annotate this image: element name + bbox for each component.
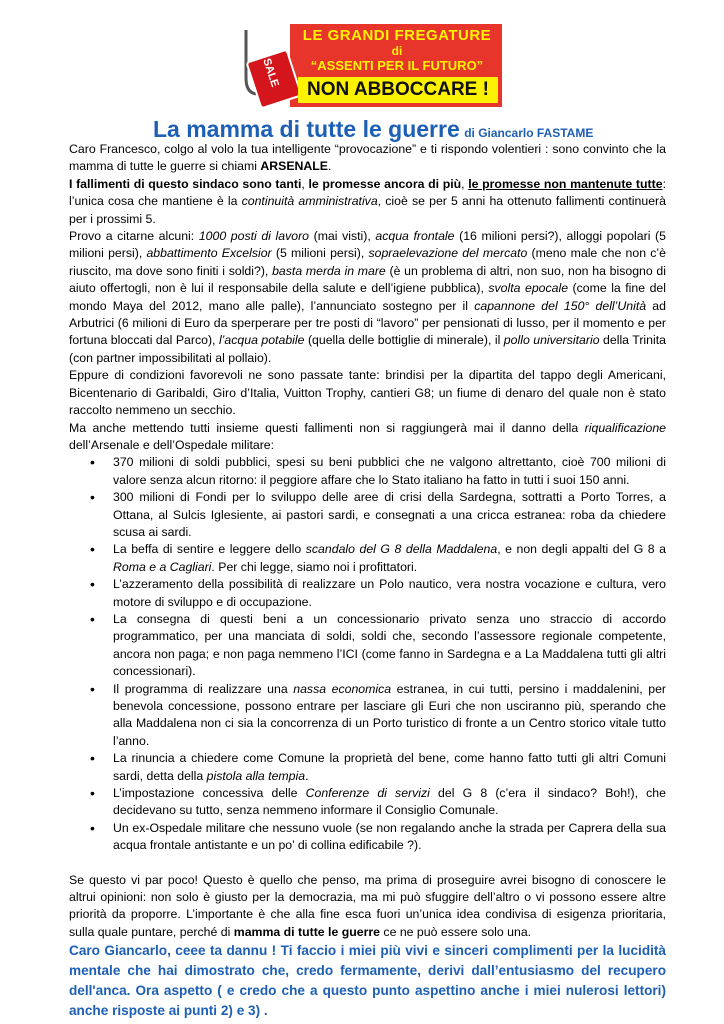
list-item: • 300 milioni di Fondi per lo sviluppo delle aree di crisi della Sardegna, sottratti a Porto Torres, a Ottana, al Sulcis Iglesiente, ai pastori sardi, e consegnati a una cricca estranea: roba da chiedere scusa ai sardi. bbox=[69, 489, 666, 541]
list-item: • Un ex-Ospedale militare che nessuno vuole (se non regalando anche la strada per Caprera della sua acqua frontale antistante e un po’ di collina edificabile ?). bbox=[69, 820, 666, 855]
page-title bbox=[153, 116, 593, 143]
editor-reply: Caro Giancarlo, ceee ta dannu ! Ti faccio i miei più vivi e sinceri complimenti per la lucidità mentale che hai dimostrato che, credo fermamente, derivi dall’entusiasmo del recupero dell'anca. Ora aspetto ( e credo che a questo punto aspettino anche i miei nulerosi lettori) anche risposte ai punti 2) e 3) . bbox=[69, 943, 666, 1019]
list-item: • La rinuncia a chiedere come Comune la proprietà del bene, come hanno fatto tutti gli altri Comuni sardi, detta della pistola alla tempia. bbox=[69, 750, 666, 785]
title-main: La mamma di tutte le guerre bbox=[153, 116, 460, 142]
title-byline: di Giancarlo FASTAME bbox=[464, 126, 594, 140]
paragraph-conclusion: Se questo vi par poco! Questo è quello che penso, ma prima di proseguire avrei bisogno di conoscere le altrui opinioni: non solo è giusto per la democrazia, ma mi può sfuggire dell’altro o vi possono essere altre priorità da proporre. L’importante è che alla fine esca fuori un’unica idea condivisa di esigenza prioritaria, sulla quale puntare, perché di mamma di tutte le guerre ce ne può essere solo una. bbox=[69, 872, 666, 939]
banner-line-4: NON ABBOCCARE ! bbox=[298, 77, 498, 103]
spacer bbox=[69, 855, 666, 872]
banner-line-1: LE GRANDI FREGATURE bbox=[302, 27, 492, 44]
banner-image bbox=[228, 24, 502, 107]
banner-line-3: “ASSENTI PER IL FUTURO” bbox=[310, 58, 484, 73]
paragraph-examples: Provo a citarne alcuni: 1000 posti di lavoro (mai visti), acqua frontale (16 milioni persi?), alloggi popolari (5 milioni persi), abbattimento Excelsior (5 milioni persi), sopraelevazione del mercato (meno male che non c’è riuscito, ma dove sono finiti i soldi?), basta merda in mare (è un problema di altri, non suo, non ha bisogno di aiuto offertogli, non è lui il responsabile della salute e dell’igiene pubblica), svolta epocale (come la fine del mondo Maya del 2012, mano alle palle), l’annunciato sostegno per il capannone del 150° dell’Unità ad Arbutrici (6 milioni di Euro da sperperare per tre posti di “lavoro” per pensionati di lusso, per il momento e per fortuna bloccati dal Parco), l’acqua potabile (quella delle bottiglie di minerale), il pollo universitario della Trinita (con partner impossibilitati al pollaio). bbox=[69, 229, 666, 365]
paragraph-arsenale: Ma anche mettendo tutti insieme questi fallimenti non si raggiungerà mai il danno della riqualificazione dell’Arsenale e dell’Ospedale militare: bbox=[69, 420, 666, 452]
list-item: • L’azzeramento della possibilità di realizzare un Polo nautico, vera nostra vocazione e cultura, vero motore di sviluppo e di occupazione. bbox=[69, 576, 666, 611]
list-item: • La beffa di sentire e leggere dello scandalo del G 8 della Maddalena, e non degli appalti del G 8 a Roma e a Cagliari. Per chi legge, siamo noi i profittatori. bbox=[69, 541, 666, 576]
list-item: • 370 milioni di soldi pubblici, spesi su beni pubblici che ne valgono altrettanto, cioè 700 milioni di valore senza alcun ritorno: il peggiore affare che lo Stato italiano ha fatto in tutti i suoi 150 anni. bbox=[69, 454, 666, 489]
article-body bbox=[69, 141, 666, 1021]
paragraph-intro: Caro Francesco, colgo al volo la tua intelligente “provocazione” e ti rispondo volentieri : sono convinto che la mamma di tutte le guerre si chiami ARSENALE. bbox=[69, 142, 666, 174]
list-item: • La consegna di questi beni a un concessionario privato senza uno straccio di accordo programmatico, per una manciata di soldi, soldi che, secondo l’assessore regionale competente, ancora non paga; e non paga nemmeno l’ICI (come fanno in Sardegna e a La Maddalena tutti gli altri concessionari). bbox=[69, 611, 666, 681]
paragraph-opportunities: Eppure di condizioni favorevoli ne sono passate tante: brindisi per la dipartita del tappo degli Americani, Bicentenario di Garibaldi, Giro d’Italia, Vuitton Trophy, cantieri G8; un fiume di denaro del quale non è stato raccolto nemmeno un secchio. bbox=[69, 368, 666, 418]
sale-tag-icon: SALE bbox=[245, 48, 302, 107]
list-item: • L’impostazione concessiva delle Conferenze di servizi del G 8 (c’era il sindaco? Boh!), che decidevano su tutto, senza nemmeno informare il Consiglio Comunale. bbox=[69, 785, 666, 820]
paragraph-failures: I fallimenti di questo sindaco sono tanti, le promesse ancora di più, le promesse non mantenute tutte: l’unica cosa che mantiene è la continuità amministrativa, cioè se per 5 anni ha ottenuto fallimenti continuerà per i prossimi 5. bbox=[69, 176, 666, 226]
banner-line-2: di bbox=[391, 44, 403, 58]
list-item: • Il programma di realizzare una nassa economica estranea, in cui tutti, persino i maddalenini, per benevola concessione, possono entrare per lasciare gli Euri che non usciranno più, sperando che alla Maddalena non ci sia la concorrenza di un Porto turistico di fronte a un Centro storico vitale tutto l’anno. bbox=[69, 681, 666, 751]
bullet-list bbox=[69, 454, 666, 854]
